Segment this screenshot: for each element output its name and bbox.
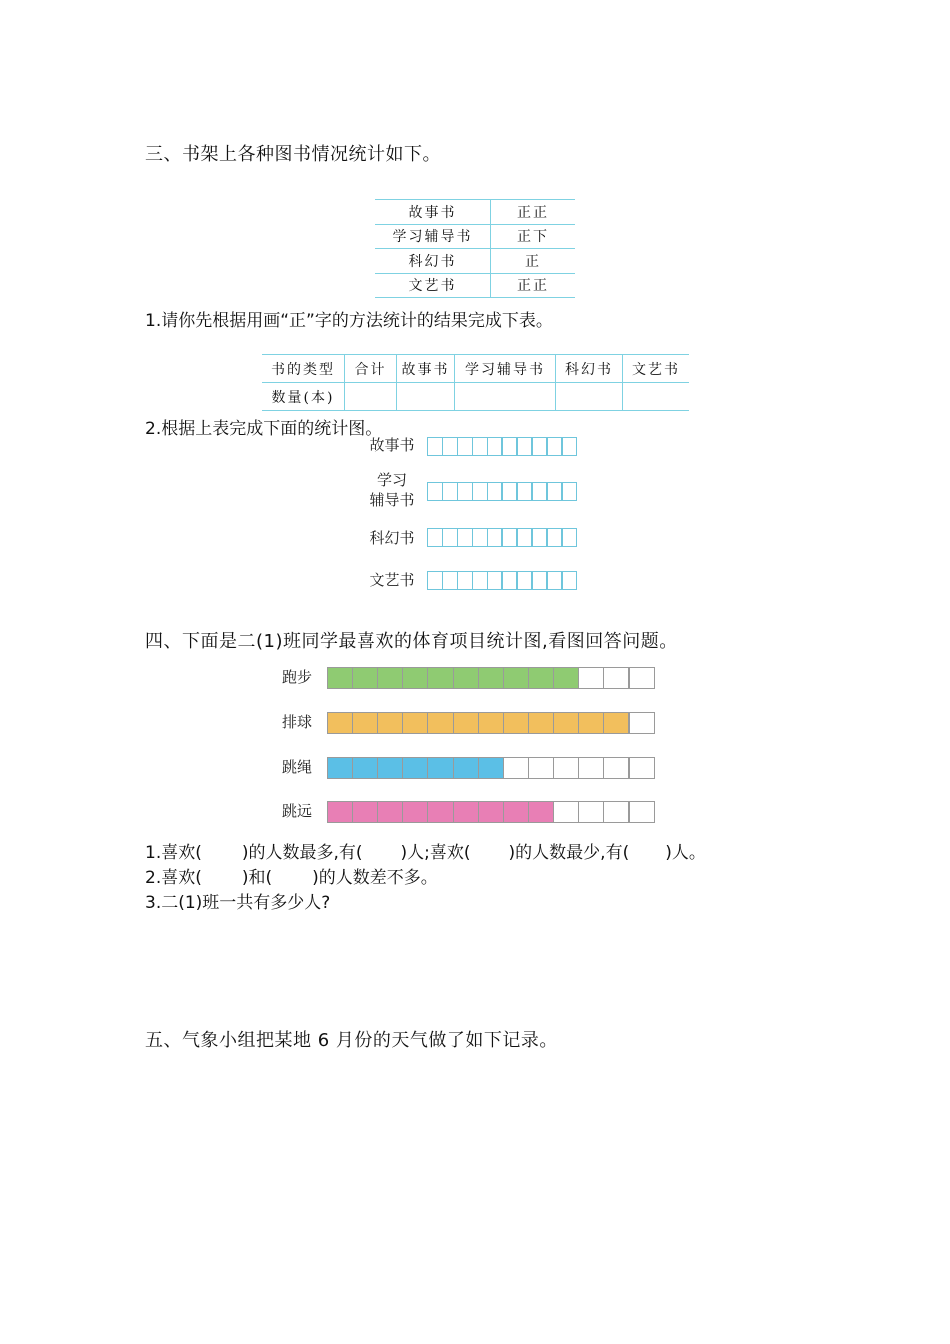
bar-filled-cell [553,712,579,734]
count-answer-cell[interactable] [623,383,690,411]
bar-filled-cell [578,712,604,734]
tally-marks: 正 [491,249,576,274]
tally-row [375,224,575,249]
bar-empty-cell [553,757,579,779]
bar-filled-cell [352,801,378,823]
bar-filled-cell [352,757,378,779]
grid-row [427,437,577,456]
section3-title: 三、书架上各种图书情况统计如下。 [145,144,441,165]
bar-category-label: 跳绳 [282,758,313,776]
bar-empty-cell [628,712,654,734]
bar-filled-cell [528,667,554,689]
bar-filled-cell [553,667,579,689]
tally-book-type: 学习辅导书 [375,224,491,249]
q2-text: )的人数差不多。 [312,868,438,888]
section4-question-1 [145,838,706,863]
count-row-label: 数量(本) [262,383,345,411]
tally-row [375,249,575,274]
bar-category-label: 跑步 [282,668,313,686]
bar-filled-cell [453,801,479,823]
bar-filled-cell [528,801,554,823]
bar-empty-cell [603,667,629,689]
bar-filled-cell [402,667,428,689]
bar-filled-cell [478,712,504,734]
tally-table [375,199,575,298]
bar-filled-cell [352,667,378,689]
bar-filled-cell [453,667,479,689]
count-header-cell: 科幻书 [556,355,623,383]
bar-filled-cell [503,667,529,689]
section3-question-2: 2.根据上表完成下面的统计图。 [145,419,383,439]
bar-filled-cell [427,667,453,689]
bar-row [327,712,655,734]
bar-filled-cell [352,712,378,734]
bar-filled-cell [427,757,453,779]
bar-empty-cell [528,757,554,779]
grid-cell[interactable] [561,437,577,456]
bar-empty-cell [553,801,579,823]
bar-filled-cell [402,801,428,823]
bar-filled-cell [453,757,479,779]
bar-filled-cell [327,712,353,734]
count-answer-cell[interactable] [345,383,397,411]
bar-filled-cell [377,667,403,689]
section4-question-2 [145,863,438,888]
bar-empty-cell [578,801,604,823]
bar-row [327,667,655,689]
tally-row [375,200,575,225]
count-header-cell: 合计 [345,355,397,383]
bar-filled-cell [327,667,353,689]
tally-marks: 正下 [491,224,576,249]
q1-text: )人;喜欢( [400,843,471,863]
grid-row [427,571,577,590]
bar-filled-cell [503,801,529,823]
grid-cell[interactable] [561,571,577,590]
bar-filled-cell [327,757,353,779]
count-table-value-row [262,383,689,411]
bar-filled-cell [402,757,428,779]
bar-filled-cell [377,801,403,823]
tally-book-type: 故事书 [375,200,491,225]
bar-category-label: 排球 [282,713,313,731]
bar-empty-cell [578,757,604,779]
q1-text: )人。 [665,843,706,863]
bar-filled-cell [478,801,504,823]
grid-cell[interactable] [561,482,577,501]
bar-filled-cell [402,712,428,734]
bar-empty-cell [503,757,529,779]
bar-filled-cell [603,712,629,734]
grid-row-label: 文艺书 [369,571,415,589]
grid-row-label: 学习 辅导书 [369,471,415,509]
bar-filled-cell [478,757,504,779]
bar-filled-cell [478,667,504,689]
grid-row-label: 科幻书 [369,529,415,547]
bar-filled-cell [503,712,529,734]
bar-empty-cell [603,801,629,823]
bar-filled-cell [453,712,479,734]
count-header-cell: 书的类型 [262,355,345,383]
tally-book-type: 文艺书 [375,273,491,298]
bar-category-label: 跳远 [282,802,313,820]
q2-text: )和( [241,868,273,888]
bar-filled-cell [528,712,554,734]
bar-empty-cell [628,667,654,689]
q1-text: 1.喜欢( [145,843,202,863]
bar-empty-cell [578,667,604,689]
q1-text: )的人数最多,有( [241,843,363,863]
count-header-cell: 文艺书 [623,355,690,383]
section4-question-3: 3.二(1)班一共有多少人? [145,893,331,913]
bar-filled-cell [327,801,353,823]
bar-filled-cell [427,801,453,823]
bar-filled-cell [377,712,403,734]
count-answer-cell[interactable] [556,383,623,411]
tally-marks: 正正 [491,200,576,225]
count-table [262,354,689,411]
q2-text: 2.喜欢( [145,868,202,888]
count-header-cell: 故事书 [397,355,455,383]
bar-empty-cell [603,757,629,779]
tally-book-type: 科幻书 [375,249,491,274]
bar-filled-cell [427,712,453,734]
grid-row [427,528,577,547]
section5-title: 五、气象小组把某地 6 月份的天气做了如下记录。 [145,1030,558,1051]
tally-row [375,273,575,298]
grid-row-label: 故事书 [369,436,415,454]
count-header-cell: 学习辅导书 [455,355,556,383]
grid-cell[interactable] [561,528,577,547]
count-answer-cell[interactable] [455,383,556,411]
bar-row [327,801,655,823]
tally-marks: 正正 [491,273,576,298]
q1-text: )的人数最少,有( [508,843,630,863]
bar-filled-cell [377,757,403,779]
section4-title: 四、下面是二(1)班同学最喜欢的体育项目统计图,看图回答问题。 [145,631,678,652]
count-answer-cell[interactable] [397,383,455,411]
bar-row [327,757,655,779]
bar-empty-cell [628,757,654,779]
bar-empty-cell [628,801,654,823]
grid-row [427,482,577,501]
section3-question-1: 1.请你先根据用画“正”字的方法统计的结果完成下表。 [145,311,553,331]
count-table-header-row [262,355,689,383]
